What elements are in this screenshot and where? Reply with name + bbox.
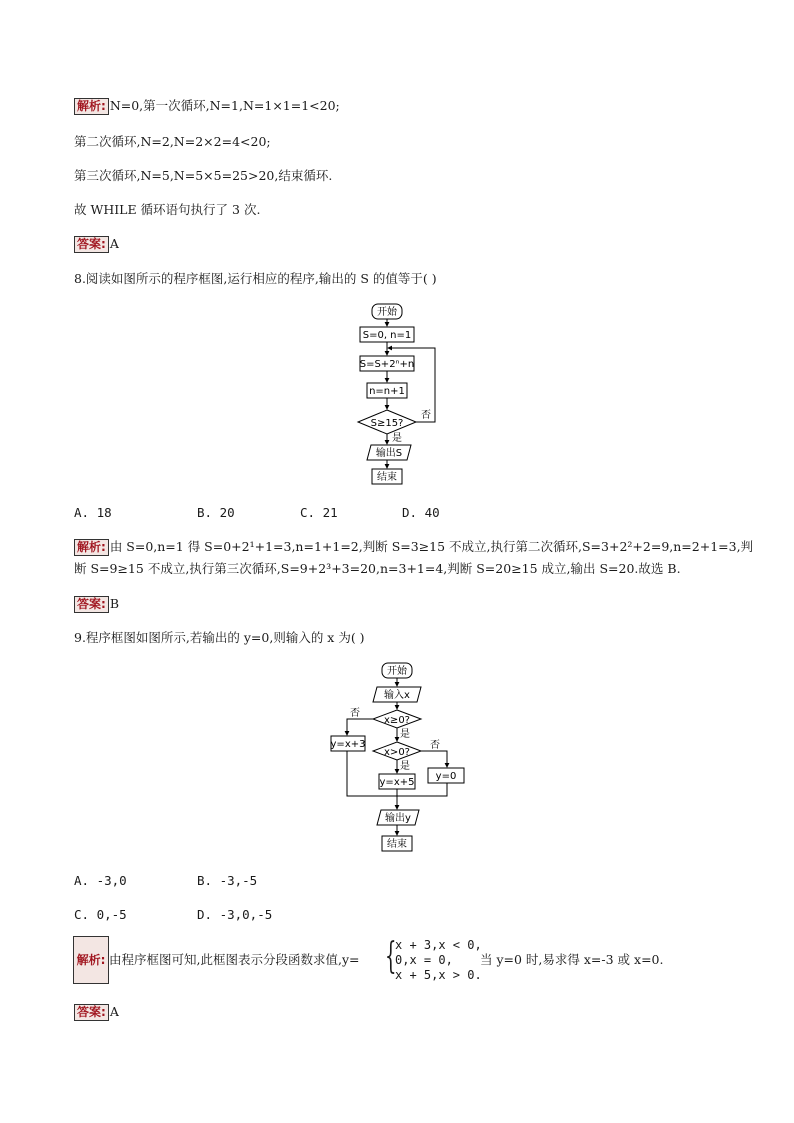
q8-output-text: 输出S [375, 448, 403, 459]
q9-cond2-text: x>0? [384, 747, 410, 758]
q9-option-b: B. -3,-5 [197, 873, 258, 888]
q8-update-s-text: S=S+2ⁿ+n [359, 359, 415, 370]
q9-end-text: 结束 [387, 839, 407, 850]
q7-analysis-line1: 解析: N=0,第一次循环,N=1,N=1×1=1<20; [74, 98, 340, 115]
q8-option-b: B. 20 [197, 505, 235, 520]
q9-case-3: x + 5,x > 0. [395, 968, 482, 982]
q8-option-d: D. 40 [402, 505, 440, 520]
q8-yes-label: 是 [392, 433, 402, 444]
analysis-tag: 解析: [73, 936, 109, 984]
q8-update-n-text: n=n+1 [369, 386, 405, 397]
q9-case-2: 0,x = 0, [395, 953, 453, 967]
q9-assign1-text: y=x+3 [330, 739, 366, 750]
q8-analysis-line1: 解析: 由 S=0,n=1 得 S=0+2¹+1=3,n=1+1=2,判断 S=3≥15 不成立,执行第二次循环,S=3+2²+2=9,n=2+1=3,判 [74, 539, 753, 556]
q9-question: 9.程序框图如图所示,若输出的 y=0,则输入的 x 为( ) [74, 630, 365, 645]
q8-cond-text: S≥15? [370, 418, 404, 429]
q7-answer: 答案: A [74, 236, 119, 253]
q8-question: 8.阅读如图所示的程序框图,运行相应的程序,输出的 S 的值等于( ) [74, 271, 437, 286]
q8-answer: 答案: B [74, 596, 119, 613]
q9-input-text: 输入x [384, 690, 410, 701]
q9-yes1-label: 是 [400, 729, 410, 740]
q8-option-a: A. 18 [74, 505, 112, 520]
q9-cond1-text: x≥0? [384, 715, 410, 726]
q9-assign3-text: y=0 [435, 771, 457, 782]
q9-no1-label: 否 [350, 708, 360, 719]
q9-case-1: x + 3,x < 0, [395, 938, 482, 952]
q8-no-label: 否 [421, 410, 431, 421]
q9-output-text: 输出y [385, 813, 411, 824]
q9-option-c: C. 0,-5 [74, 907, 127, 922]
q7-analysis-line4: 故 WHILE 循环语句执行了 3 次. [74, 202, 261, 217]
q8-option-c: C. 21 [300, 505, 338, 520]
analysis-tag: 解析: [74, 98, 109, 115]
q8-flowchart [340, 298, 460, 488]
q9-analysis-pre: 由程序框图可知,此框图表示分段函数求值,y= [109, 952, 360, 967]
q8-init-text: S=0, n=1 [362, 330, 412, 341]
q9-answer: 答案: A [74, 1004, 119, 1021]
q9-option-d: D. -3,0,-5 [197, 907, 273, 922]
q9-analysis-post: 当 y=0 时,易求得 x=-3 或 x=0. [480, 952, 664, 967]
q8-end-text: 结束 [377, 472, 397, 483]
q9-flowchart [325, 657, 475, 857]
analysis-tag: 解析: [74, 539, 109, 556]
q9-assign2-text: y=x+5 [379, 777, 415, 788]
q7-analysis-line2: 第二次循环,N=2,N=2×2=4<20; [74, 134, 271, 149]
answer-tag: 答案: [74, 236, 109, 253]
q9-option-a: A. -3,0 [74, 873, 127, 888]
q8-start-text: 开始 [377, 307, 397, 318]
q7-analysis-line3: 第三次循环,N=5,N=5×5=25>20,结束循环. [74, 168, 333, 183]
piecewise-brace: { [385, 936, 397, 977]
q9-start-text: 开始 [387, 666, 407, 677]
q9-yes2-label: 是 [400, 761, 410, 772]
answer-tag: 答案: [74, 1004, 109, 1021]
q9-no2-label: 否 [430, 740, 440, 751]
answer-tag: 答案: [74, 596, 109, 613]
q8-analysis-line2: 断 S=9≥15 不成立,执行第三次循环,S=9+2³+3=20,n=3+1=4,判断 S=20≥15 成立,输出 S=20.故选 B. [74, 561, 681, 576]
